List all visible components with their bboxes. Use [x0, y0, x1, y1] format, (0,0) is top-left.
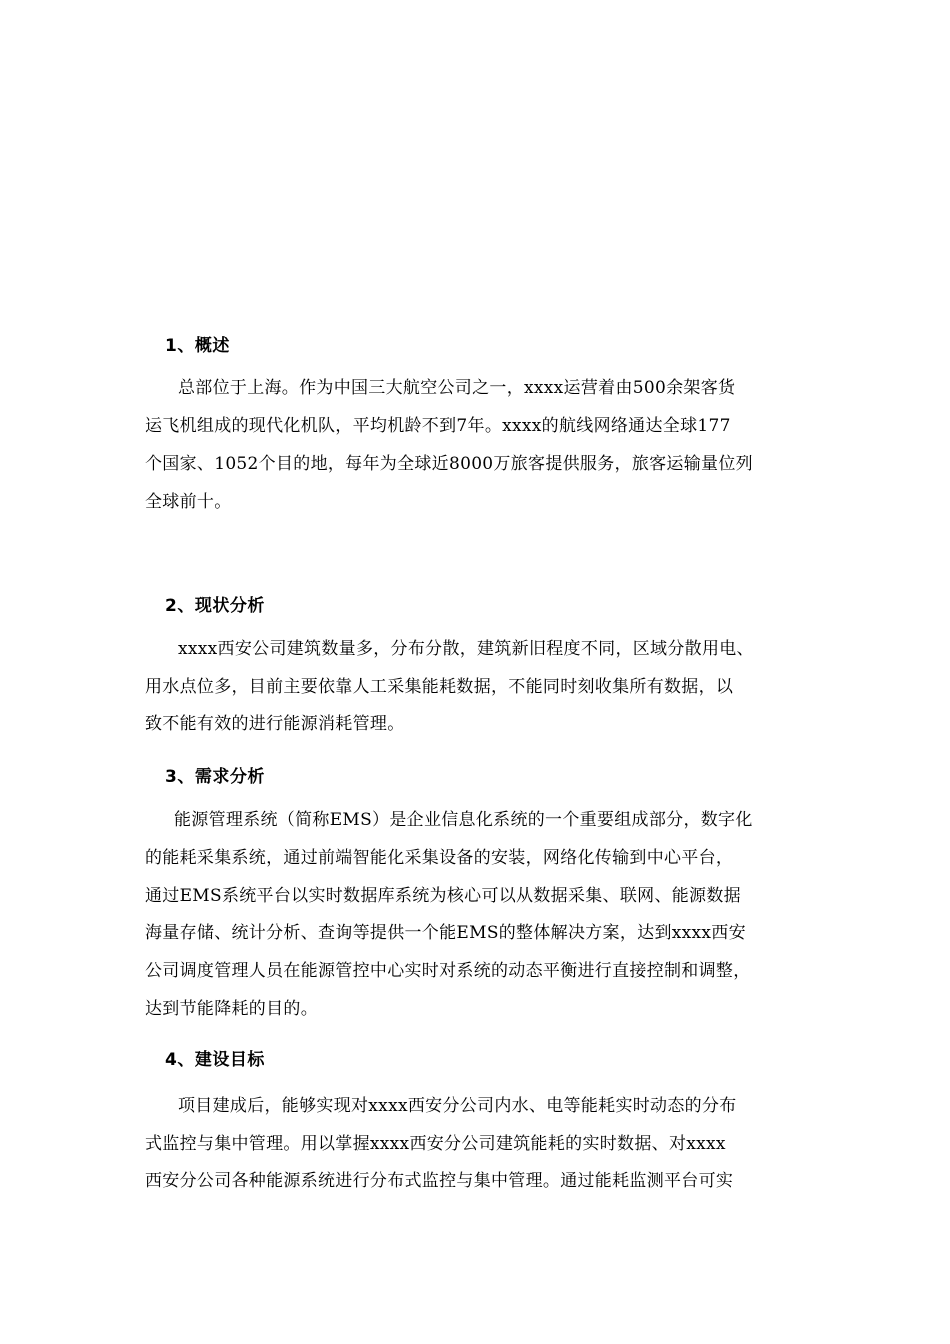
- section-1-heading: 1、概述: [165, 336, 230, 356]
- section-1-line-3: 个国家、1052个目的地，每年为全球近8000万旅客提供服务，旅客运输量位列: [145, 454, 753, 474]
- section-2-line-3: 致不能有效的进行能源消耗管理。: [145, 714, 405, 734]
- section-1-line-4: 全球前十。: [145, 492, 232, 512]
- section-4-line-3: 西安分公司各种能源系统进行分布式监控与集中管理。通过能耗监测平台可实: [145, 1171, 734, 1191]
- section-1-line-1: 总部位于上海。作为中国三大航空公司之一，xxxx运营着由500余架客货: [178, 378, 736, 398]
- section-2-line-2: 用水点位多，目前主要依靠人工采集能耗数据，不能同时刻收集所有数据，以: [145, 677, 734, 697]
- section-4-heading: 4、建设目标: [165, 1050, 265, 1070]
- section-2-heading: 2、现状分析: [165, 596, 265, 616]
- section-2-line-1: xxxx西安公司建筑数量多，分布分散，建筑新旧程度不同，区域分散用电、: [178, 639, 754, 659]
- section-3-line-1: 能源管理系统（简称EMS）是企业信息化系统的一个重要组成部分，数字化: [174, 810, 753, 830]
- section-3-line-4: 海量存储、统计分析、查询等提供一个能EMS的整体解决方案，达到xxxx西安: [145, 923, 746, 943]
- section-4-line-1: 项目建成后，能够实现对xxxx西安分公司内水、电等能耗实时动态的分布: [178, 1096, 737, 1116]
- section-3-line-5: 公司调度管理人员在能源管控中心实时对系统的动态平衡进行直接控制和调整，: [145, 961, 751, 981]
- section-3-line-2: 的能耗采集系统，通过前端智能化采集设备的安装，网络化传输到中心平台，: [145, 848, 734, 868]
- section-3-line-3: 通过EMS系统平台以实时数据库系统为核心可以从数据采集、联网、能源数据: [145, 886, 741, 906]
- section-3-heading: 3、需求分析: [165, 767, 265, 787]
- section-4-line-2: 式监控与集中管理。用以掌握xxxx西安分公司建筑能耗的实时数据、对xxxx: [145, 1134, 726, 1154]
- section-3-line-6: 达到节能降耗的目的。: [145, 999, 318, 1019]
- section-1-line-2: 运飞机组成的现代化机队，平均机龄不到7年。xxxx的航线网络通达全球177: [145, 416, 731, 436]
